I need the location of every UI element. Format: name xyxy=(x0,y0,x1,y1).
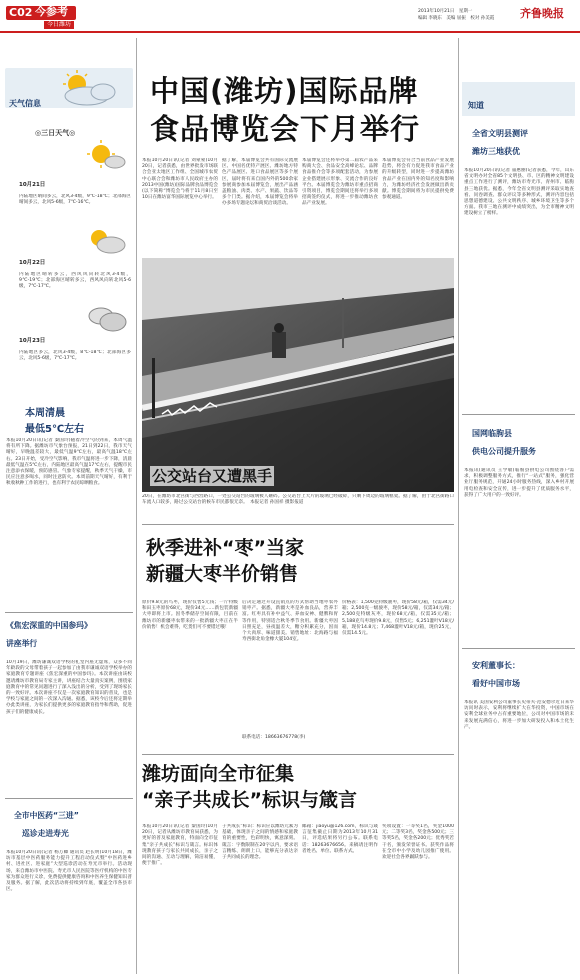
forecast-text: 内陆地区多云，北风3-4级，8℃-18℃；北部海区多云，北风5-6级，7℃-17℃。 xyxy=(19,350,131,362)
slogan-body-col2: 子共成长”标识：标识应以潍坊元素为基础，体现亲子之间的情感和家庭教育的重要性，色彩明快，寓意深刻。箴言：字数限制在20字以内，要求语言精练、朗朗上口，能够充分表达亲子共同成长的理念。 xyxy=(222,824,298,861)
dates-body-col1: 原价9.8元的鸟枣，现价仅售5元钱；一斤特级和田玉枣原价68元，现价34元……新包装新疆大枣即将上市。因冬季储存空间有限，目前在潍坊市的新疆枣农带来的一批新疆大枣正在半价销售！机会难得，吃货们可不要错过哦！ xyxy=(142,600,238,630)
slogan-headline-line1: 潍坊面向全市征集 xyxy=(142,763,295,785)
forecast-date: 10月22日 xyxy=(19,260,46,266)
expo-body-col2: 据了解，本届博览会共有国际交流展区、中国名优特产展区、潍坊地方特色产品展区、进口食品展区等多个展区，届时将有来自国内外的500余家参展商参加本届博览会，展出产品涵盖粮油、肉类、水产、果蔬、饮品等多个门类。据介绍，本届博览会将举办多场专题论坛和商贸洽谈活动。 xyxy=(222,158,298,207)
section-title: 今参考 xyxy=(35,5,68,18)
forecast-date: 10月23日 xyxy=(19,338,46,344)
expo-body-col4: 本届博览会符合当前食品产业发展趋势，将会有力促进我市食品产业的升级转型，同时进一步提高潍坊食品产业在国内外的知名度和影响力，为潍坊经济社会发展做出新贡献。博览会期间将为市民提供免费参观通道。 xyxy=(382,158,454,201)
three-day-forecast-label: ◎三日天气◎ xyxy=(35,129,76,137)
divider xyxy=(462,648,575,649)
header xyxy=(0,0,580,32)
slogan-body-col3: 邮箱：jiaoyu@126.com，标识与箴言征集截止日期为2013年10月31日，评选结果将另行公布。联系电话：18263676656。来稿请注明作者姓名、单位、联系方式。 xyxy=(302,824,378,854)
forecast-text: 内陆地区晴转多云，西风风向转北风3-4级，9℃-19℃；北部海区晴转多云，西风风向转北风5-6级，7℃-17℃。 xyxy=(19,272,131,290)
section-number: C02 xyxy=(9,6,33,19)
section-tag: 今日潍坊 xyxy=(44,21,74,29)
lecture-subtitle: 讲座举行 xyxy=(6,639,38,648)
sun-cloud-icon xyxy=(37,70,127,110)
header-rule xyxy=(0,31,580,33)
article-body: 本报10月20日讯(记者 董惠丽)记者获悉，今年，山东省文明办对全省85个文明县、市、区的精神文明建设重点工作进行了测评，潍坊市寿光市、青州市、临朐县三地获优。据悉，今年全省文明县测评采取实地查看、问卷调查、群众评议等多种形式，测评内容包括思想道德建设、公共文明秩序、城乡环境卫生等多个方面。我市三地在测评中成绩突出，为全市精神文明建设树立了榜样。 xyxy=(464,168,574,217)
medicine-subtitle: 巡诊走进寿光 xyxy=(22,829,69,838)
sunny-icon xyxy=(85,140,127,170)
weather-article-body: 本报10月20日讯(记者 秦国玲)随着冷空气的到来，本周气温将有所下降。据潍坊市气象台预报，21日到22日，我市天气晴好，早晚温差较大，最低气温9℃左右，最高气温18℃左右。23日开始，受冷空气影响，我市气温将进一步下降，清晨最低气温在5℃左右，内陆地区最高气温17℃左右，提醒市民注意添衣保暖，预防感冒。气象专家提醒，秋季天气干燥，市民应注意多喝水，同时注意防火。本周前期天气晴好，有利于秋收秋种工作的进行，也有利于农民晾晒粮食。 xyxy=(6,438,132,487)
dates-price-list: 价格表：1,500克特级骏枣，现价58元/箱，仅需34元/箱；2,500克一级骏枣，现价58元/箱，仅需34元/箱；2,500克特级灰枣，现价68元/箱，仅需35元/箱；5,188克鸟枣现价9.8元，仅售5元；6,251灌叶V18元/箱，现价14.8元；7,468灌叶V18元/箱，现价25元，仅需14.5元。 xyxy=(342,600,454,637)
forecast-date: 10月21日 xyxy=(19,182,46,188)
weather-section xyxy=(5,40,133,490)
divider xyxy=(5,612,133,613)
slogan-body-col4: 奖项设置：一等奖1名，奖金1000元；二等奖3名，奖金各500元；三等奖5名，奖金各200元；优秀奖若干名，颁发荣誉证书。获奖作品将在全市中小学及幼儿园推广使用。欢迎社会各界踊跃参与。 xyxy=(382,824,454,861)
article-title: 供电公司提升服务 xyxy=(472,447,536,456)
expo-body-col1: 本报10月20日讯(记者 刘蒙蒙)10月20日，记者获悉，由世界批发市场联合会亚太地区工作组、全国城市农贸中心联合会和潍坊市人民政府主办的2013中国(潍坊)国际品牌食品博览会(以下简称“博览会”)将于11月8日至10日在潍坊富华国际展览中心举行。 xyxy=(142,158,218,201)
expo-headline-line1: 中国(潍坊)国际品牌 xyxy=(150,74,419,108)
issue-meta: 2013年10月21日 星期一 编辑 李晓东 美编 屈振 校对 孙美霞 xyxy=(418,9,495,21)
newspaper-logo: 齐鲁晚报 xyxy=(520,7,564,20)
expo-body-col3: 本届博览会还将举办第二届农产品采购商大会、食品安全高峰论坛、品牌食品推介会等多项配套活动，为参展企业搭建展示形象、交流合作的良好平台。本届博览会为潍坊市重点招商引资项目，博览会期间还将举行多项招商签约仪式，将进一步推动潍坊食品产业发展。 xyxy=(302,158,378,207)
dates-body-col2: 后决定通过开设直销点的方式帮助当地枣农外销枣产。据悉，新疆大枣是补血良品，营养丰富。红枣具有补中益气、养血安神、健脾和胃等作用，特别适合秋冬季节食用。新疆大枣因日照充足，昼夜温差大，糖分积累充分，因而个大肉厚、味道甜美。销售地址：北海路与福寿西街北角金橡大厦104室。 xyxy=(242,600,338,643)
cloudy-sunny-icon xyxy=(85,226,127,256)
week-weather-subtitle: 最低5℃左右 xyxy=(25,424,85,435)
column-divider xyxy=(458,38,459,974)
know-label: 知道 xyxy=(468,101,484,110)
article-title: 国网临朐县 xyxy=(472,429,512,438)
article-title: 全省文明县测评 xyxy=(472,129,528,138)
expo-headline-line2: 食品博览会下月举行 xyxy=(150,112,421,146)
article-title: 看好中国市场 xyxy=(472,679,520,688)
forecast-text: 内陆地区晴间多云，北风3-4级，9℃-18℃；北部海区晴间多云，北风5-6级，7℃-16℃。 xyxy=(19,194,131,206)
divider xyxy=(142,524,454,525)
medicine-title: 全市中医药“三进” xyxy=(14,811,79,820)
column-divider xyxy=(136,38,137,974)
divider xyxy=(462,414,575,415)
weather-label: 天气信息 xyxy=(9,99,41,108)
week-weather-title: 本周清晨 xyxy=(25,408,65,419)
bus-stop-photo xyxy=(142,258,454,492)
dates-headline-line2: 新疆大枣半价销售 xyxy=(146,563,299,585)
article-body: 本报讯(通讯员 王学敏)临朐县供电公司围绕客户需求，积极调整服务方式，推行“一站式”服务，强化营业厅服务规范，开通24小时服务热线，深入乡村开展用电检查和安全宣传，进一步提升了优质服务水平，获得了广大用户的一致好评。 xyxy=(464,468,574,498)
dates-phone: 联系电话：18663676778(李) xyxy=(242,735,306,740)
medicine-body: 本报10月20日讯(记者 杨万卿 通讯员 赵长明)10月18日，潍坊市基层中医药服务能力提升工程启动仪式暨“中医药进乡村、进社区、进家庭”大型巡诊活动在寿光市举行。活动现场，来自潍坊市中医院、寿光市人民医院等医疗机构的中医专家为群众进行义诊，免费提供健康咨询和中医养生保健知识普及服务。据了解，此次活动将持续到年底，覆盖全市各县市区。 xyxy=(6,850,132,893)
article-body: 本报讯 美国安利公司董事长史蒂夫·范安德尔近日来华访问时表示，安利将继续扩大在华投资，中国市场在安利全球业务中占有重要地位，公司对中国市场的未来发展充满信心，将进一步加大研发投入和本土化生产。 xyxy=(464,700,574,730)
article-title: 潍坊三地获优 xyxy=(472,147,520,156)
dates-headline-line1: 秋季进补“枣”当家 xyxy=(146,537,304,559)
lecture-body: 10月19日，潍坊谦诚双语学校的礼堂内座无虚席，众多不同年龄段的父母带着孩子一起参加了由我市谦诚双语学校举办的家庭教育专题讲座《焦宏深重的中国参玛》。本次讲座由该校邀请潍坊市教育局专家主讲，讲座结合大量真实案例，围绕家庭教育中的常见问题进行了深入浅出的分析，受到了现场家长的一致好评。本次讲座不仅是一次家庭教育知识的普及，也是学校与家庭之间的一次深入沟通。据悉，该校今后还将定期举办此类讲座，为家长们提供更多的家庭教育指导和帮助，促进孩子们的健康成长。 xyxy=(6,660,132,715)
lecture-title: 《焦宏深重的中国参玛》 xyxy=(6,621,92,630)
slogan-body-col1: 本报10月20日讯(记者 秦国玲)10月20日，记者从潍坊市教育局获悉，为更好的普及家庭教育，特面向全市征集“亲子共成长”标识与箴言。标识体现教育孩子与家长共同成长，亲子之间的沟通、互动与理解，简洁易懂，便于推广。 xyxy=(142,824,218,867)
slogan-headline-line2: “亲子共成长”标识与箴言 xyxy=(142,789,357,811)
article-title: 安利董事长： xyxy=(472,661,520,670)
photo-caption-title: 公交站台又遭黑手 xyxy=(152,467,273,485)
overcast-icon xyxy=(85,302,127,334)
divider xyxy=(5,798,133,799)
photo-caption-text: 20日，在潍坊市北宫街与西营路口，一处公交站台的玻璃被人砸碎。公交站台上大片的玻璃已经破碎，只剩下周边的玻璃框架。据了解，由于北宫街路口车流人口较多，路过公交站台的候车市民都很无奈。 本报记者 孙国祥 摄影报道 xyxy=(142,494,454,506)
divider xyxy=(142,754,454,755)
